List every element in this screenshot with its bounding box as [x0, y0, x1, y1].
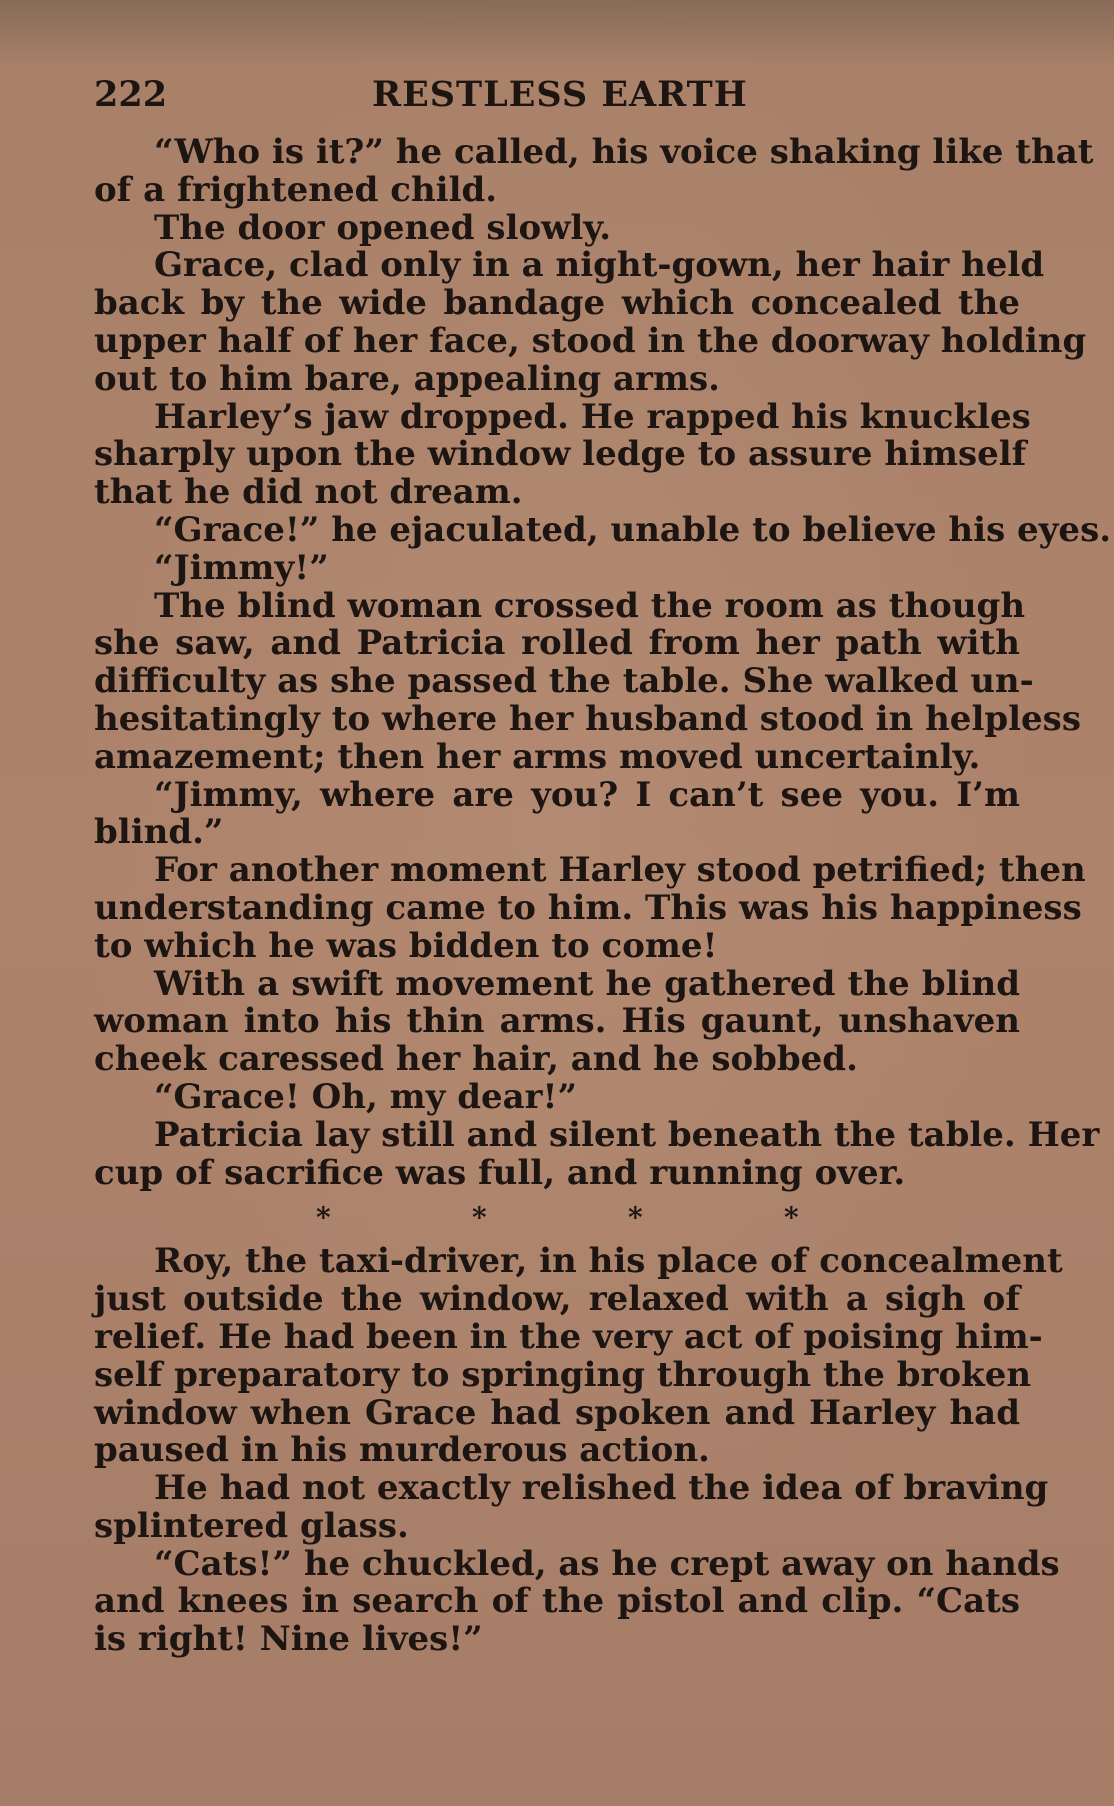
text-line: back by the wide bandage which concealed the: [94, 283, 1020, 324]
text-line: window when Grace had spoken and Harley had: [94, 1392, 1020, 1433]
text-line: just outside the window, relaxed with a sigh of: [94, 1279, 1020, 1320]
section-break: [94, 1192, 1020, 1243]
text-line: cup of sacrifice was full, and running over.: [94, 1152, 906, 1193]
text-line: is right! Nine lives!”: [94, 1619, 483, 1660]
text-line: “Grace!” he ejaculated, unable to believe his eyes.: [154, 509, 1112, 550]
text-line: and knees in search of the pistol and clip. “Cats: [94, 1581, 1020, 1622]
text-line: Roy, the taxi-driver, in his place of concealment: [154, 1241, 1063, 1282]
text-line: “Jimmy!”: [154, 547, 329, 588]
text-line: upper half of her face, stood in the doorway holding: [94, 320, 1087, 361]
text-line: splintered glass.: [94, 1505, 409, 1546]
text-line: paused in his murderous action.: [94, 1430, 710, 1471]
text-line: With a swift movement he gathered the blind: [154, 963, 1020, 1004]
text-line: that he did not dream.: [94, 472, 523, 513]
page-top-edge: [0, 0, 1114, 60]
text-line: “Cats!” he chuckled, as he crept away on hands: [154, 1543, 1060, 1584]
text-line: Harley’s jaw dropped. He rapped his knuckles: [154, 396, 1031, 437]
text-line: The door opened slowly.: [154, 207, 612, 248]
text-section-before-break: [94, 132, 1112, 1193]
section-break-asterisk: *: [784, 1201, 799, 1235]
text-line: blind.”: [94, 812, 224, 853]
text-line: sharply upon the window ledge to assure himself: [94, 434, 1027, 475]
text-line: woman into his thin arms. His gaunt, unshaven: [94, 1001, 1020, 1042]
text-line: hesitatingly to where her husband stood in helpless: [94, 698, 1081, 739]
text-line: of a frightened child.: [94, 169, 498, 210]
text-line: out to him bare, appealing arms.: [94, 358, 720, 399]
text-line: Grace, clad only in a night-gown, her hair held: [154, 245, 1045, 286]
text-line: Patricia lay still and silent beneath the table. Her: [154, 1114, 1100, 1155]
section-break-asterisk: *: [472, 1201, 487, 1235]
text-line: “Grace! Oh, my dear!”: [154, 1076, 578, 1117]
text-line: difficulty as she passed the table. She walked un-: [94, 661, 1034, 702]
section-break-asterisk: *: [628, 1201, 643, 1235]
text-line: “Jimmy, where are you? I can’t see you. I’m: [154, 774, 1020, 815]
body-text: [94, 132, 1112, 1660]
text-section-after-break: [94, 1241, 1063, 1660]
running-title: RESTLESS EARTH: [372, 74, 748, 115]
text-line: He had not exactly relished the idea of braving: [154, 1468, 1049, 1509]
text-line: cheek caressed her hair, and he sobbed.: [94, 1039, 858, 1080]
text-line: self preparatory to springing through the broken: [94, 1354, 1032, 1395]
text-line: understanding came to him. This was his happiness: [94, 887, 1082, 928]
text-line: “Who is it?” he called, his voice shaking like that: [154, 132, 1094, 172]
page-header: [94, 70, 1020, 120]
text-line: For another moment Harley stood petrified; then: [154, 850, 1086, 891]
text-line: relief. He had been in the very act of poising him-: [94, 1316, 1043, 1357]
section-break-asterisk: *: [316, 1201, 331, 1235]
page-number: 222: [94, 74, 168, 115]
text-line: she saw, and Patricia rolled from her path with: [94, 623, 1020, 664]
text-line: amazement; then her arms moved uncertainly.: [94, 736, 981, 777]
text-line: The blind woman crossed the room as though: [154, 585, 1026, 626]
text-line: to which he was bidden to come!: [94, 925, 718, 966]
